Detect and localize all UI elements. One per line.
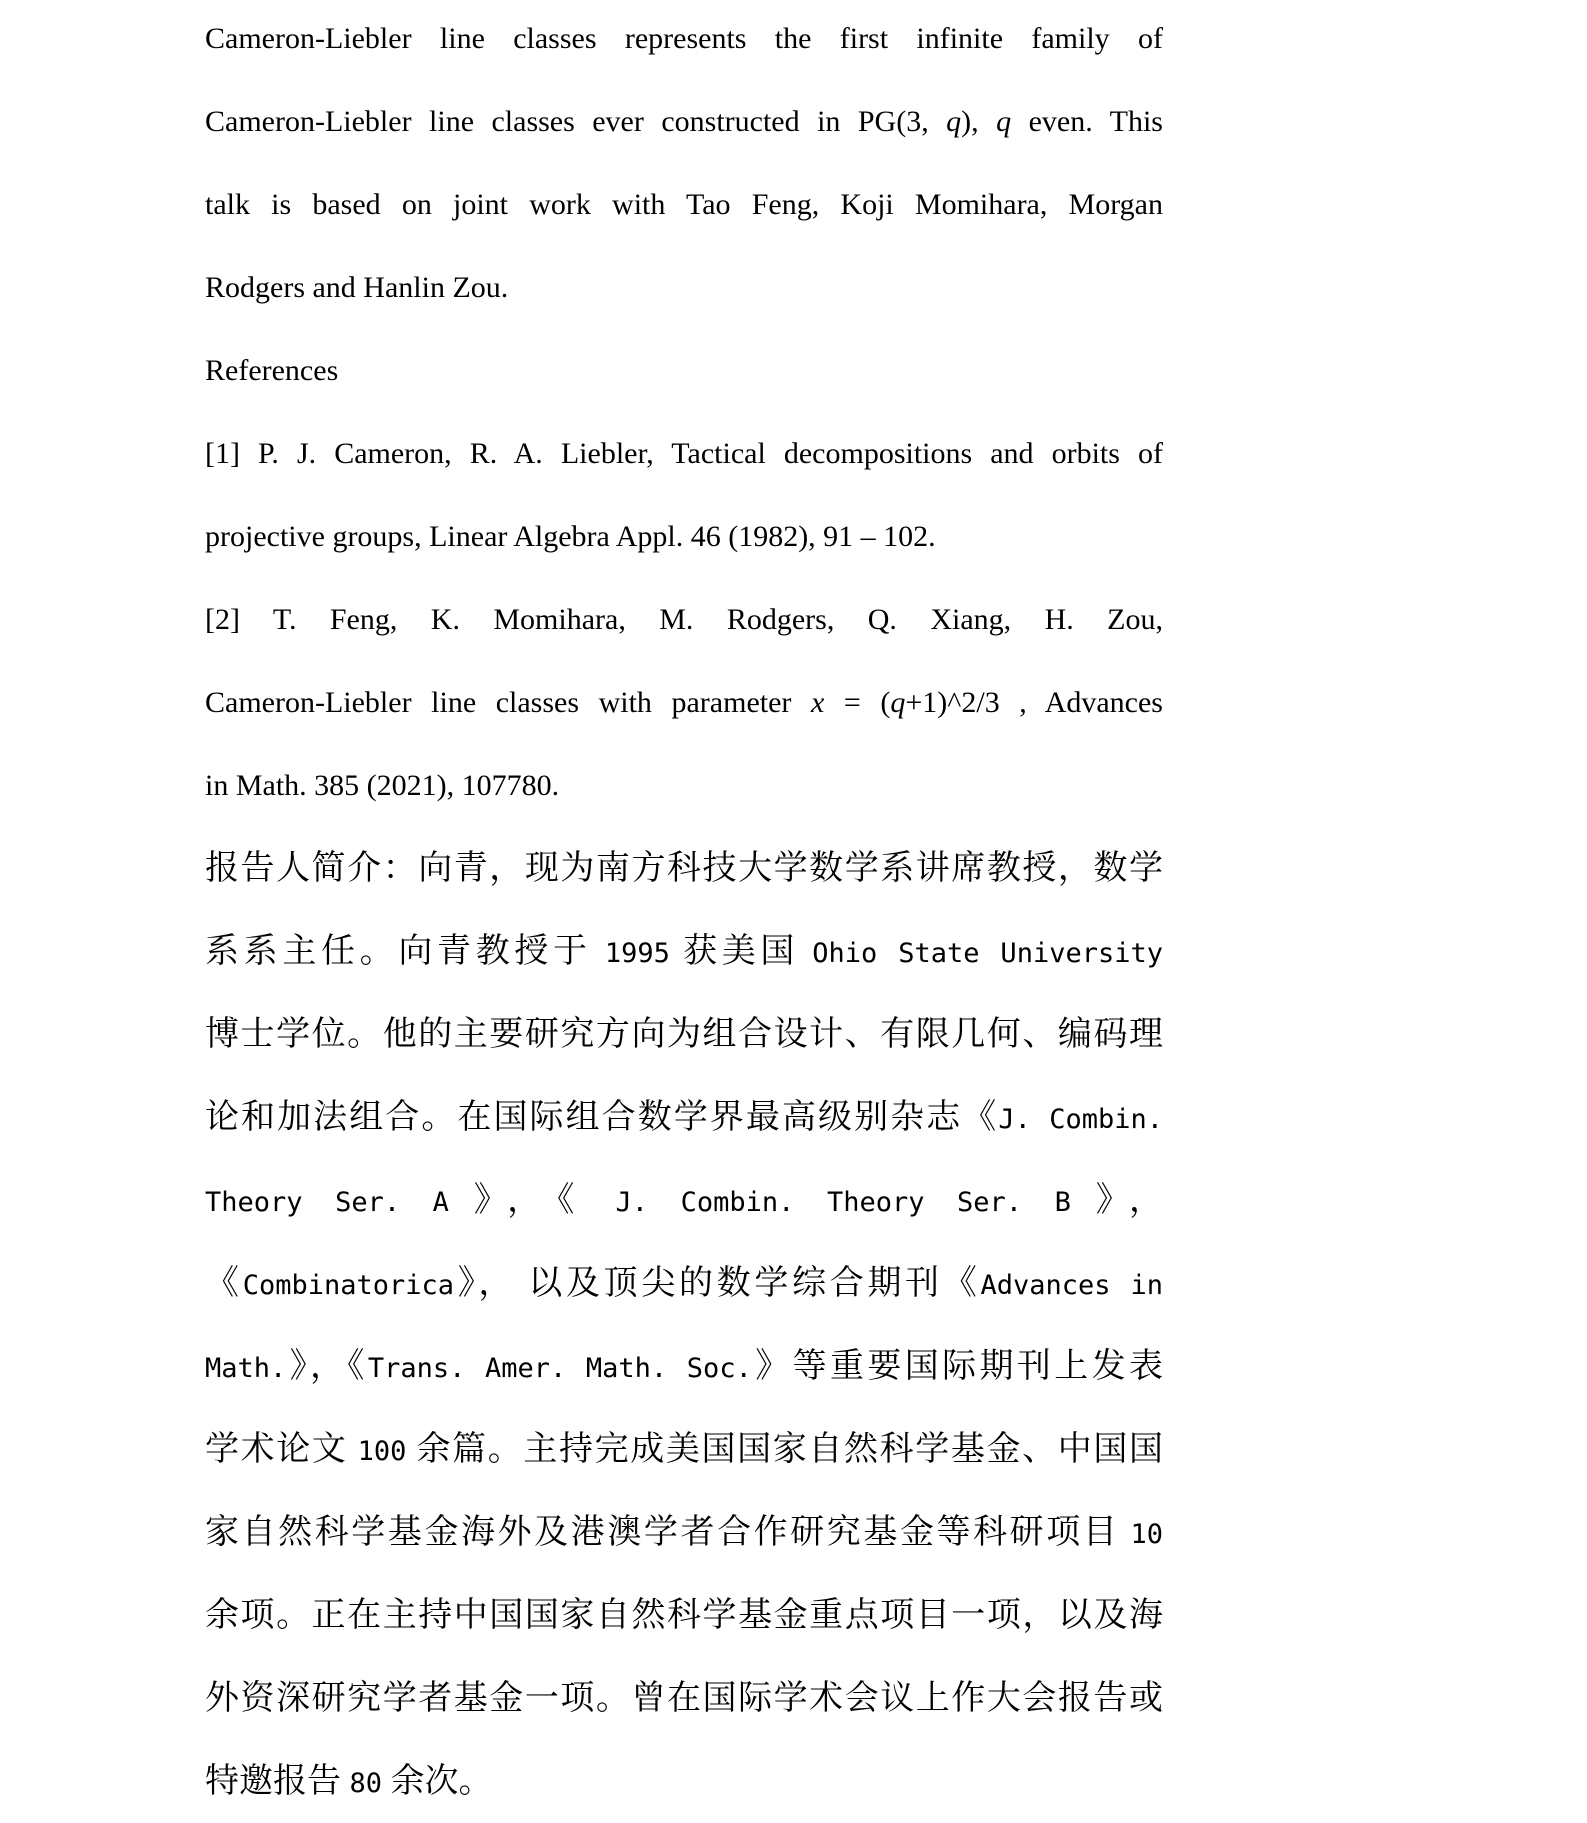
text-line: [205, 1574, 1163, 1657]
text-segment: 学术论文: [205, 1431, 358, 1468]
text-segment: = (: [824, 686, 891, 719]
italic-text: q: [890, 686, 906, 719]
text-segment: projective groups, Linear Algebra Appl. 46 (1982), 91 – 102.: [205, 520, 936, 553]
text-segment: Cameron-Liebler line classes represents the first infinite family of: [205, 22, 1163, 55]
text-segment: 》， 以及顶尖的数学综合期刊《: [454, 1265, 981, 1302]
text-segment: 家自然科学基金海外及港澳学者合作研究基金等科研项目: [205, 1514, 1131, 1551]
text-line: [205, 412, 1163, 495]
text-segment: J. Combin. Theory Ser. B: [615, 1187, 1071, 1218]
italic-text: q: [996, 105, 1012, 138]
text-segment: in Math. 385 (2021), 107780.: [205, 769, 560, 802]
text-segment: 获美国: [669, 933, 813, 970]
text-segment: 博士学位。他的主要研究方向为组合设计、有限几何、编码理: [205, 1016, 1163, 1053]
text-segment: Rodgers and Hanlin Zou.: [205, 271, 509, 304]
text-line: [205, 495, 1163, 578]
text-segment: Cameron-Liebler line classes with parameter: [205, 686, 811, 719]
text-line: [205, 1740, 1163, 1823]
text-segment: Math.: [205, 1353, 287, 1384]
document-body: [205, 0, 1163, 1823]
text-segment: talk is based on joint work with Tao Feng, Koji Momihara, Morgan: [205, 188, 1163, 221]
text-segment: 系系主任。向青教授于: [205, 933, 605, 970]
text-segment: Cameron-Liebler line classes ever constructed in PG(3,: [205, 105, 947, 138]
text-line: [205, 661, 1163, 744]
text-segment: 报告人简介：向青，现为南方科技大学数学系讲席教授，数学: [205, 850, 1163, 887]
text-segment: 》，《: [286, 1348, 368, 1385]
text-segment: 100: [357, 1436, 407, 1467]
text-line: [205, 329, 1163, 412]
text-line: [205, 1408, 1163, 1491]
text-segment: 》等重要国际期刊上发表: [751, 1348, 1163, 1385]
text-line: [205, 1076, 1163, 1159]
text-line: [205, 163, 1163, 246]
text-segment: References: [205, 354, 339, 387]
text-line: [205, 910, 1163, 993]
text-segment: +1)^2/3 , Advances: [905, 686, 1163, 719]
text-segment: [2] T. Feng, K. Momihara, M. Rodgers, Q. Xiang, H. Zou,: [205, 603, 1163, 636]
italic-text: q: [946, 105, 962, 138]
text-segment: 余篇。主持完成美国国家自然科学基金、中国国: [406, 1431, 1163, 1468]
text-line: [205, 744, 1163, 827]
text-segment: 外资深研究学者基金一项。曾在国际学术会议上作大会报告或: [205, 1680, 1163, 1717]
text-segment: 80: [349, 1768, 383, 1799]
text-line: [205, 80, 1163, 163]
text-line: [205, 993, 1163, 1076]
text-line: [205, 1325, 1163, 1408]
text-segment: 论和加法组合。在国际组合数学界最高级别杂志《: [205, 1099, 999, 1136]
text-segment: [1] P. J. Cameron, R. A. Liebler, Tactical decompositions and orbits of: [205, 437, 1163, 470]
text-segment: Ohio State University: [812, 938, 1163, 969]
text-segment: 余次。: [382, 1763, 493, 1800]
text-line: [205, 1491, 1163, 1574]
text-line: [205, 827, 1163, 910]
text-line: [205, 1242, 1163, 1325]
text-segment: 特邀报告: [205, 1763, 350, 1800]
text-segment: Trans. Amer. Math. Soc.: [367, 1353, 752, 1384]
italic-text: x: [810, 686, 825, 719]
text-line: [205, 1159, 1163, 1242]
text-line: [205, 1657, 1163, 1740]
text-segment: 》，: [1070, 1182, 1163, 1219]
text-segment: Advances in: [980, 1270, 1163, 1301]
text-line: [205, 578, 1163, 661]
text-segment: J. Combin.: [998, 1104, 1163, 1135]
text-segment: 《: [205, 1265, 243, 1302]
text-segment: Theory Ser. A: [205, 1187, 449, 1218]
text-segment: 1995: [604, 938, 670, 969]
text-line: [205, 0, 1163, 80]
text-segment: Combinatorica: [242, 1270, 455, 1301]
text-line: [205, 246, 1163, 329]
text-segment: even. This: [1011, 105, 1163, 138]
text-segment: ),: [961, 105, 997, 138]
text-segment: 10: [1130, 1519, 1163, 1550]
text-segment: 》，《: [448, 1182, 616, 1219]
text-segment: 余项。正在主持中国国家自然科学基金重点项目一项，以及海: [205, 1597, 1163, 1634]
